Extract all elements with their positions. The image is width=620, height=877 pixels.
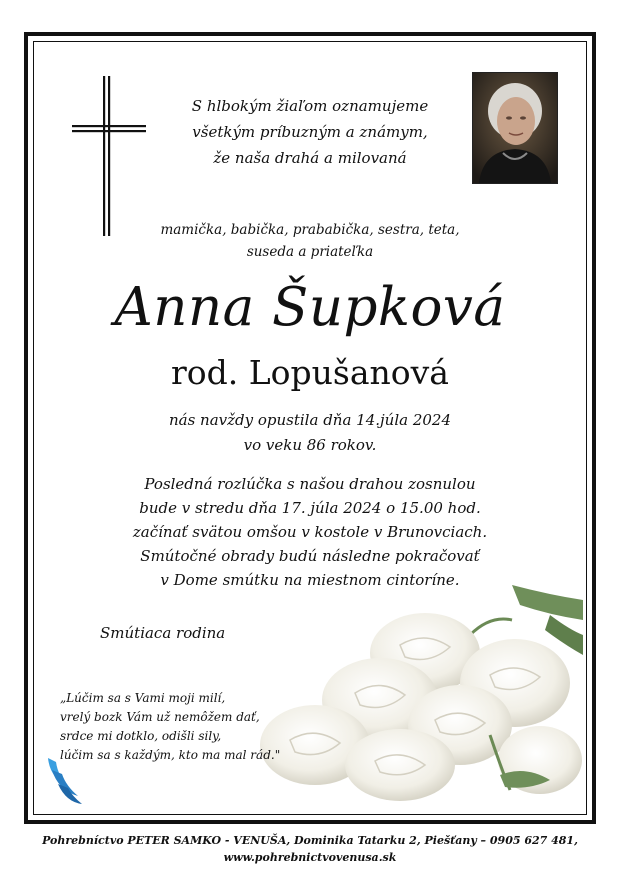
family-signature: Smútiaca rodina [100, 624, 226, 642]
passing-line: vo veku 86 rokov. [243, 436, 377, 454]
relations-line: suseda a priateľka [246, 244, 374, 260]
ceremony-line: Posledná rozlúčka s našou drahou zosnulou [144, 475, 476, 493]
verse-line: lúčim sa s každým, kto ma mal rád." [60, 748, 281, 762]
announcement-intro [0, 93, 620, 171]
ceremony-line: v Dome smútku na miestnom cintoríne. [160, 571, 460, 589]
passing-line: nás navždy opustila dňa 14.júla 2024 [168, 411, 452, 429]
white-roses-image [250, 575, 583, 808]
intro-line: že naša drahá a milovaná [213, 149, 407, 167]
family-relations [0, 219, 620, 263]
maiden-name: rod. Lopušanová [171, 353, 449, 392]
funeral-home-logo-icon [44, 756, 84, 806]
ceremony-line: bude v stredu dňa 17. júla 2024 o 15.00 hod. [139, 499, 481, 517]
farewell-verse [60, 689, 280, 765]
passing-info [0, 408, 620, 458]
relations-line: mamička, babička, prababička, sestra, teta, [160, 222, 460, 238]
verse-line: vrelý bozk Vám už nemôžem dať, [60, 710, 260, 724]
verse-line: „Lúčim sa s Vami moji milí, [60, 691, 226, 705]
ceremony-line: Smútočné obrady budú následne pokračovať [140, 547, 480, 565]
verse-line: srdce mi dotklo, odišli sily, [60, 729, 222, 743]
funeral-details [0, 472, 620, 592]
ceremony-line: začínať svätou omšou v kostole v Brunovciach. [132, 523, 488, 541]
deceased-name: Anna Šupková [114, 277, 506, 338]
footer-address: Pohrebníctvo PETER SAMKO - VENUŠA, Dominika Tatarku 2, Piešťany – 0905 627 481, [42, 834, 578, 847]
intro-line: všetkým príbuzným a známym, [192, 123, 428, 141]
footer-website[interactable]: www.pohrebnictvovenusa.sk [223, 851, 397, 864]
intro-line: S hlbokým žiaľom oznamujeme [191, 97, 429, 115]
